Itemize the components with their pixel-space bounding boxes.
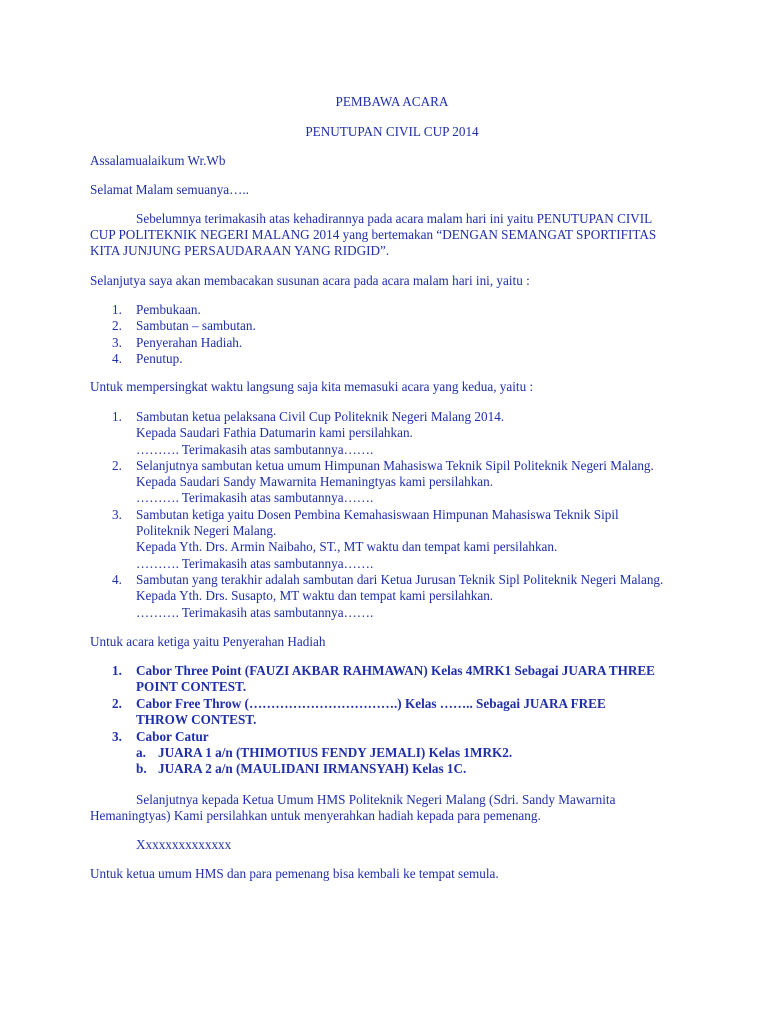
speeches-intro: Untuk mempersingkat waktu langsung saja kita memasuki acara yang kedua, yaitu : [90, 379, 534, 394]
list-line: ………. Terimakasih atas sambutannya……. [136, 604, 374, 620]
agenda-intro: Selanjutya saya akan membacakan susunan acara pada acara malam hari ini, yaitu : [90, 273, 530, 288]
document-title: PEMBAWA ACARA [335, 94, 449, 109]
list-text: Pembukaan. [136, 302, 201, 317]
list-number: 3. [112, 506, 122, 522]
speeches-list [90, 409, 663, 621]
list-line: Sambutan ketiga yaitu Dosen Pembina Kemahasiswaan Himpunan Mahasiswa Teknik Sipil [136, 506, 619, 522]
list-item [90, 351, 256, 367]
list-line: Politeknik Negeri Malang. [136, 523, 277, 539]
list-text: Penutup. [136, 350, 183, 366]
list-line: Cabor Free Throw (…………………………….) Kelas …….. Sebagai JUARA FREE [136, 695, 606, 711]
closing-line: Untuk ketua umum HMS dan para pemenang bisa kembali ke tempat semula. [90, 866, 499, 881]
list-number: 1. [112, 409, 122, 424]
list-number: 2. [112, 695, 122, 711]
handover-line: Selanjutnya kepada Ketua Umum HMS Politeknik Negeri Malang (Sdri. Sandy Mawarnita [136, 792, 616, 807]
list-item [90, 335, 256, 351]
list-number: 3. [112, 728, 122, 744]
list-item [90, 507, 663, 572]
agenda-list [90, 302, 256, 367]
list-item [90, 458, 663, 507]
list-line: Selanjutnya sambutan ketua umum Himpunan Mahasiswa Teknik Sipil Politeknik Negeri Malang. [136, 457, 654, 473]
intro-paragraph [90, 211, 656, 259]
list-line: THROW CONTEST. [136, 712, 257, 728]
intro-line: Sebelumnya terimakasih atas kehadirannya pada acara malam hari ini yaitu PENUTUPAN CIVIL [136, 211, 653, 226]
list-line: Kepada Yth. Drs. Susapto, MT waktu dan tempat kami persilahkan. [136, 588, 494, 604]
list-line: ………. Terimakasih atas sambutannya……. [136, 490, 374, 506]
list-item [90, 318, 256, 334]
list-text: Sambutan – sambutan. [136, 318, 256, 334]
list-item [90, 729, 655, 778]
list-number: 2. [112, 318, 122, 334]
list-line: Cabor Three Point (FAUZI AKBAR RAHMAWAN) Kelas 4MRK1 Sebagai JUARA THREE [136, 663, 655, 678]
list-line: ………. Terimakasih atas sambutannya……. [136, 441, 374, 457]
chess-winners-list [136, 745, 655, 778]
list-line: Cabor Catur [136, 728, 209, 744]
list-letter: a. [136, 745, 146, 761]
intro-line: KITA JUNJUNG PERSAUDARAAN YANG RIDGID”. [90, 243, 390, 258]
list-line: Sambutan yang terakhir adalah sambutan dari Ketua Jurusan Teknik Sipl Politeknik Negeri Malang. [136, 571, 664, 587]
greeting: Assalamualaikum Wr.Wb [90, 153, 226, 168]
list-number: 3. [112, 334, 122, 350]
list-number: 1. [112, 302, 122, 317]
evening-greeting: Selamat Malam semuanya….. [90, 182, 249, 197]
list-item [90, 302, 256, 318]
list-item [90, 409, 663, 458]
list-line: Sambutan ketua pelaksana Civil Cup Politeknik Negeri Malang 2014. [136, 409, 505, 424]
list-line: Kepada Yth. Drs. Armin Naibaho, ST., MT waktu dan tempat kami persilahkan. [136, 539, 558, 555]
list-text: JUARA 1 a/n (THIMOTIUS FENDY JEMALI) Kelas 1MRK2. [158, 745, 513, 761]
list-line: POINT CONTEST. [136, 679, 247, 695]
list-number: 2. [112, 457, 122, 473]
handover-paragraph [90, 792, 615, 824]
intro-line: CUP POLITEKNIK NEGERI MALANG 2014 yang bertemakan “DENGAN SEMANGAT SPORTIFITAS [90, 227, 657, 242]
placeholder-text: Xxxxxxxxxxxxxx [136, 837, 232, 852]
list-text: Penyerahan Hadiah. [136, 334, 243, 350]
prizes-intro: Untuk acara ketiga yaitu Penyerahan Hadiah [90, 634, 326, 649]
list-letter: b. [136, 761, 147, 777]
list-item [90, 696, 655, 729]
list-line: Kepada Saudari Sandy Mawarnita Hemaningtyas kami persilahkan. [136, 474, 494, 490]
list-item [136, 761, 655, 777]
list-item [90, 663, 655, 696]
list-text: JUARA 2 a/n (MAULIDANI IRMANSYAH) Kelas 1C. [158, 761, 467, 777]
list-line: Kepada Saudari Fathia Datumarin kami persilahkan. [136, 425, 413, 441]
list-item [90, 572, 663, 621]
document-subtitle: PENUTUPAN CIVIL CUP 2014 [305, 124, 479, 139]
list-number: 1. [112, 663, 122, 678]
handover-line: Hemaningtyas) Kami persilahkan untuk menyerahkan hadiah kepada para pemenang. [90, 808, 541, 823]
list-number: 4. [112, 350, 122, 366]
list-line: ………. Terimakasih atas sambutannya……. [136, 555, 374, 571]
list-number: 4. [112, 571, 122, 587]
list-item [136, 745, 655, 761]
prizes-list [90, 663, 655, 778]
